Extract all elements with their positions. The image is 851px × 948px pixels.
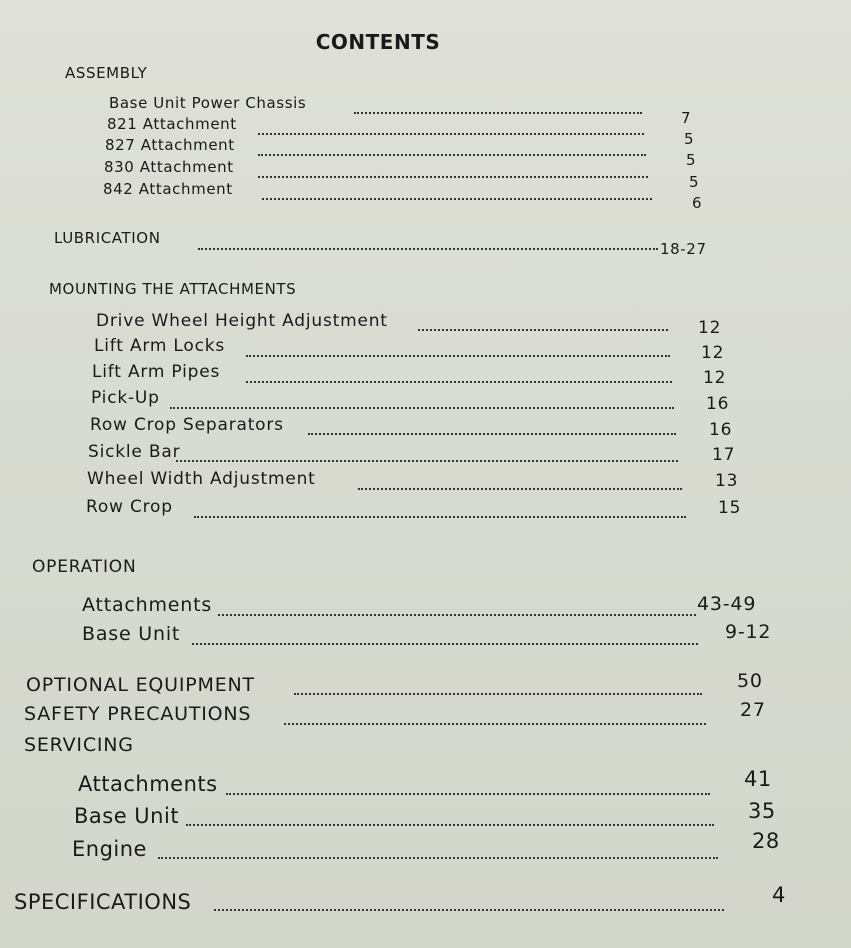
toc-entry-label: Pick-Up	[91, 388, 160, 408]
toc-entry-page: 4	[772, 883, 786, 907]
toc-entry-label: SPECIFICATIONS	[14, 890, 192, 914]
dot-leader	[354, 112, 642, 114]
toc-entry-page: 16	[709, 420, 733, 440]
toc-entry-label: Base Unit	[74, 804, 180, 828]
toc-entry-label: Lift Arm Locks	[94, 336, 226, 356]
toc-entry-page: 41	[744, 767, 772, 791]
dot-leader	[192, 643, 698, 645]
toc-entry-page: 12	[698, 318, 722, 338]
toc-entry-page: 43-49	[697, 593, 757, 615]
dot-leader	[218, 614, 696, 616]
dot-leader	[258, 133, 644, 135]
toc-entry-label: Attachments	[82, 594, 213, 616]
toc-entry-page: 12	[701, 343, 725, 363]
toc-entry-servicing-base-unit	[74, 804, 179, 828]
toc-entry-servicing-engine	[72, 837, 147, 861]
toc-entry-label: Base Unit	[82, 623, 181, 645]
dot-leader	[226, 793, 710, 795]
toc-entry-page: 12	[703, 368, 727, 388]
dot-leader	[186, 824, 714, 826]
section-heading-servicing: SERVICING	[24, 734, 134, 756]
page-title: CONTENTS	[315, 30, 441, 54]
toc-entry-label: 821 Attachment	[107, 115, 237, 133]
toc-entry-label: Wheel Width Adjustment	[87, 469, 316, 489]
toc-entry-specifications	[14, 890, 191, 914]
toc-entry-page: 28	[752, 829, 780, 853]
toc-entry-pick-up	[91, 388, 160, 408]
toc-entry-821-attachment	[107, 115, 237, 133]
toc-entry-servicing-attachments	[78, 772, 218, 796]
toc-entry-label: Drive Wheel Height Adjustment	[96, 311, 388, 331]
dot-leader	[198, 248, 658, 250]
toc-entry-base-unit-power-chassis	[109, 94, 306, 112]
toc-entry-page: 16	[706, 394, 730, 414]
toc-entry-page: 6	[692, 194, 703, 212]
toc-entry-page: 9-12	[725, 621, 772, 643]
toc-entry-page: 50	[737, 670, 763, 692]
dot-leader	[246, 355, 670, 357]
toc-entry-label: LUBRICATION	[54, 229, 161, 247]
toc-entry-label: 830 Attachment	[104, 158, 234, 176]
toc-entry-label: 827 Attachment	[105, 136, 235, 154]
toc-entry-page: 7	[681, 109, 692, 127]
toc-entry-lift-arm-pipes	[92, 362, 220, 382]
toc-entry-label: Row Crop	[86, 497, 173, 517]
dot-leader	[258, 176, 648, 178]
dot-leader	[194, 516, 686, 518]
toc-entry-row-crop	[86, 497, 173, 517]
dot-leader	[170, 407, 674, 409]
dot-leader	[262, 198, 652, 200]
toc-entry-row-crop-separators	[90, 415, 284, 435]
toc-entry-lubrication	[54, 229, 161, 247]
toc-entry-safety-precautions	[24, 703, 251, 725]
toc-entry-label: 842 Attachment	[103, 180, 233, 198]
toc-entry-optional-equipment	[26, 674, 255, 696]
toc-entry-drive-wheel-height	[96, 311, 388, 331]
toc-entry-page: 5	[689, 173, 700, 191]
toc-entry-label: Base Unit Power Chassis	[109, 94, 307, 112]
toc-entry-label: Row Crop Separators	[90, 415, 284, 435]
toc-entry-lift-arm-locks	[94, 336, 225, 356]
toc-entry-page: 15	[718, 498, 742, 518]
toc-entry-page: 17	[712, 445, 736, 465]
dot-leader	[284, 723, 706, 725]
section-heading-operation: OPERATION	[32, 557, 137, 577]
dot-leader	[246, 381, 672, 383]
dot-leader	[358, 488, 682, 490]
toc-entry-wheel-width	[87, 469, 316, 489]
toc-entry-operation-attachments	[82, 594, 212, 616]
toc-entry-label: Attachments	[78, 772, 218, 796]
toc-entry-page: 27	[740, 699, 766, 721]
toc-entry-label: SAFETY PRECAUTIONS	[24, 703, 252, 725]
dot-leader	[214, 909, 724, 911]
dot-leader	[258, 154, 646, 156]
toc-entry-827-attachment	[105, 136, 235, 154]
dot-leader	[294, 693, 702, 695]
toc-entry-page: 13	[715, 471, 739, 491]
toc-entry-830-attachment	[104, 158, 234, 176]
toc-entry-label: Engine	[72, 837, 147, 861]
section-heading-mounting: MOUNTING THE ATTACHMENTS	[49, 280, 297, 298]
toc-entry-page: 5	[684, 130, 695, 148]
dot-leader	[308, 433, 676, 435]
dot-leader	[158, 857, 718, 859]
toc-entry-sickle-bar	[88, 442, 180, 462]
toc-entry-label: OPTIONAL EQUIPMENT	[26, 674, 255, 696]
dot-leader	[418, 329, 668, 331]
toc-entry-page: 18-27	[660, 240, 707, 258]
toc-entry-842-attachment	[103, 180, 233, 198]
dot-leader	[176, 460, 678, 462]
section-heading-assembly: ASSEMBLY	[65, 64, 148, 82]
toc-entry-label: Lift Arm Pipes	[92, 362, 221, 382]
toc-entry-page: 35	[748, 799, 776, 823]
toc-entry-label: Sickle Bar	[88, 442, 181, 462]
toc-entry-page: 5	[686, 151, 697, 169]
toc-entry-operation-base-unit	[82, 623, 180, 645]
